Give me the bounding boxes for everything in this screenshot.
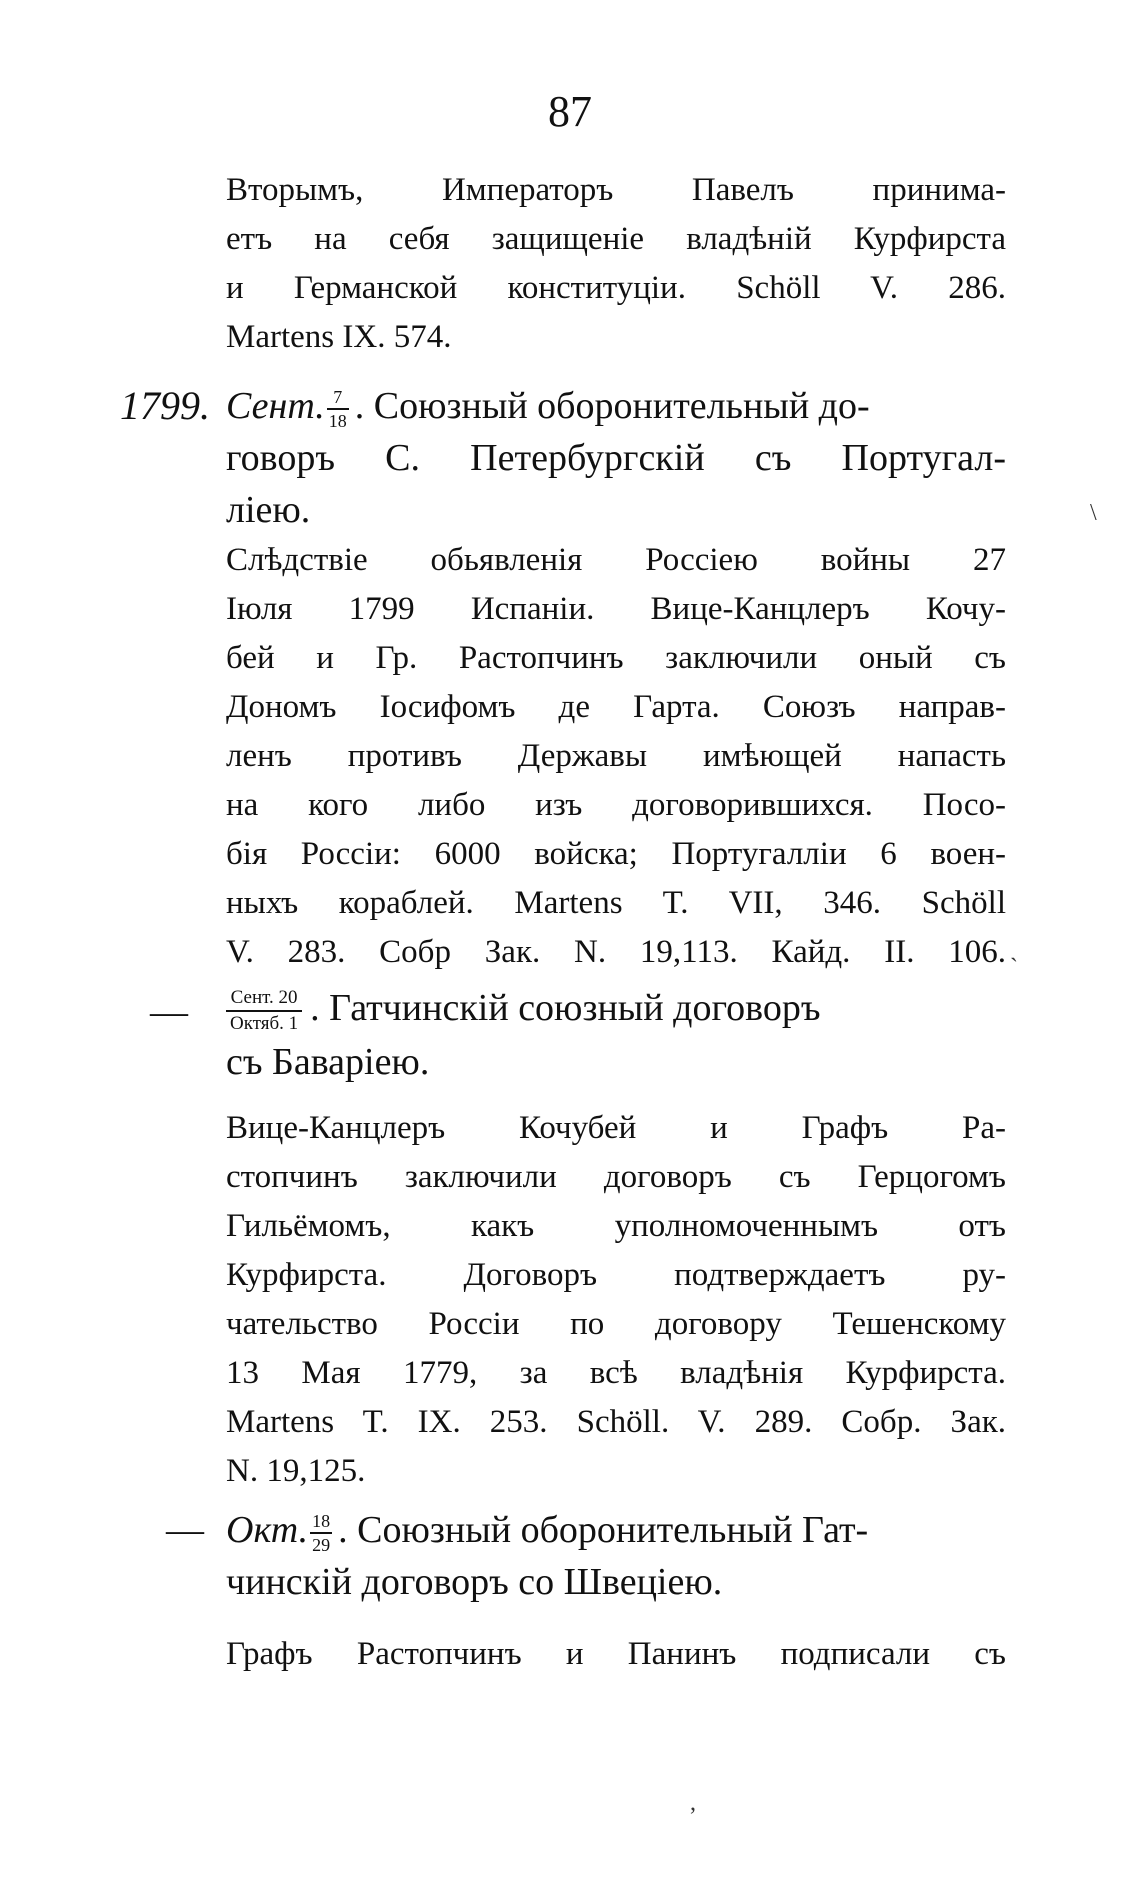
paragraph-line: на кого либо изъ договорившихся. Посо- — [226, 787, 1006, 823]
fraction-denominator: Октяб. 1 — [230, 1013, 299, 1035]
paragraph-line: бей и Гр. Растопчинъ заключили оный съ — [226, 640, 1006, 676]
entry-year: 1799. — [120, 383, 210, 428]
entry-heading — [226, 380, 1006, 536]
heading-text: . Союзный оборонительный до- — [354, 385, 870, 427]
paragraph-line: бія Россіи: 6000 войска; Португалліи 6 воен- — [226, 836, 1006, 872]
heading-line: съ Баваріею. — [226, 1041, 430, 1084]
entry-heading — [226, 1504, 1006, 1608]
entry-body — [226, 1104, 1006, 1496]
intro-paragraph — [226, 166, 1006, 362]
heading-line: ліею. — [226, 489, 311, 532]
paragraph-line: Дономъ Іосифомъ де Гарта. Союзъ направ- — [226, 689, 1006, 725]
entry-month: Окт. — [226, 1509, 309, 1551]
paragraph-line: етъ на себя защищеніе владѣній Курфирста — [226, 221, 1006, 257]
paragraph-line: чательство Россіи по договору Тешенскому — [226, 1306, 1006, 1342]
date-fraction — [327, 386, 349, 432]
fraction-denominator: 18 — [328, 411, 347, 432]
date-fraction — [310, 1510, 332, 1556]
date-fraction — [226, 986, 302, 1036]
entry-dash: — — [150, 991, 188, 1033]
entry-body — [226, 536, 1006, 977]
entry-heading — [226, 982, 1006, 1088]
paragraph-line: стопчинъ заключили договоръ съ Герцогомъ — [226, 1159, 1006, 1195]
print-mark: , — [690, 1790, 696, 1816]
print-mark: \ — [1090, 500, 1097, 526]
paragraph-line: Martens T. IX. 253. Schöll. V. 289. Собр. Зак. — [226, 1404, 1006, 1440]
fraction-numerator: Сент. 20 — [226, 986, 302, 1012]
paragraph-line: N. 19,125. — [226, 1453, 366, 1489]
paragraph-line: Іюля 1799 Испаніи. Вице-Канцлеръ Кочу- — [226, 591, 1006, 627]
paragraph-line: 13 Мая 1779, за всѣ владѣнія Курфирста. — [226, 1355, 1006, 1391]
paragraph-line: Гильёмомъ, какъ уполномоченнымъ отъ — [226, 1208, 1006, 1244]
print-mark: ` — [1010, 955, 1018, 981]
page-number: 87 — [548, 87, 592, 136]
paragraph-line: и Германской конституціи. Schöll V. 286. — [226, 270, 1006, 306]
paragraph-line: Графъ Растопчинъ и Панинъ подписали съ — [226, 1636, 1006, 1672]
heading-text: . Гатчинскій союзный договоръ — [310, 987, 821, 1029]
paragraph-line: Курфирста. Договоръ подтверждаетъ ру- — [226, 1257, 1006, 1293]
fraction-numerator: 18 — [310, 1510, 332, 1534]
paragraph-line: ныхъ кораблей. Martens T. VII, 346. Schöll — [226, 885, 1006, 921]
paragraph-line: Вице-Канцлеръ Кочубей и Графъ Ра- — [226, 1110, 1006, 1146]
paragraph-line: Вторымъ, Императоръ Павелъ принима- — [226, 172, 1006, 208]
paragraph-line: V. 283. Собр Зак. N. 19,113. Кайд. II. 106. — [226, 934, 1006, 970]
fraction-numerator: 7 — [327, 386, 349, 410]
entry-dash: — — [166, 1509, 204, 1551]
paragraph-line: Martens IX. 574. — [226, 319, 452, 355]
paragraph-line: Слѣдствіе обьявленія Россіею войны 27 — [226, 542, 1006, 578]
heading-text: . Союзный оборонительный Гат- — [338, 1509, 869, 1551]
heading-first-line — [226, 982, 1006, 1036]
entry-body — [226, 1630, 1006, 1679]
heading-line: говоръ С. Петербургскій съ Португал- — [226, 437, 1006, 480]
fraction-denominator: 29 — [312, 1535, 331, 1556]
heading-first-line — [226, 1504, 1006, 1556]
heading-first-line — [226, 380, 1006, 432]
heading-line: чинскій договоръ со Швеціею. — [226, 1561, 723, 1604]
entry-month: Сент. — [226, 385, 325, 427]
paragraph-line: ленъ противъ Державы имѣющей напасть — [226, 738, 1006, 774]
